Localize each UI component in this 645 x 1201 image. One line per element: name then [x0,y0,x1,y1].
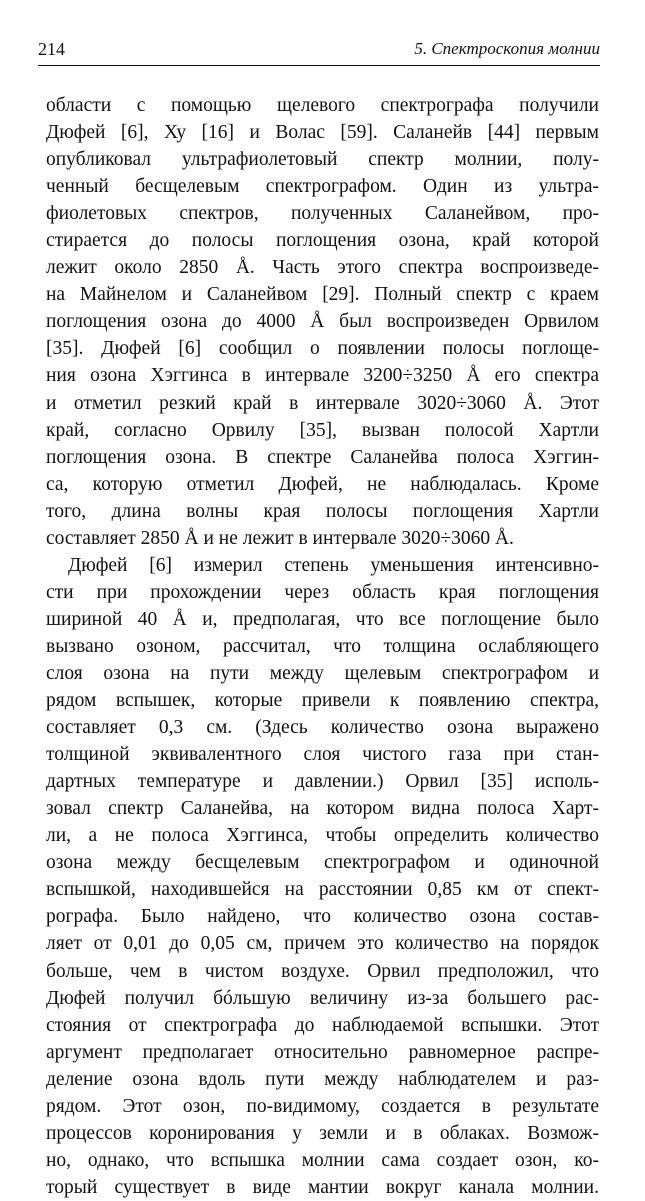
text-line: торый существует в виде мантии вокруг канала молнии. [46,1176,599,1198]
paragraph [46,552,599,1201]
running-title: 5. Спектроскопия молнии [414,39,600,58]
text-line: составляет 2850 Å и не лежит в интервале 3020÷3060 Å. [46,527,514,549]
text-line: толщиной эквивалентного слоя чистого газа при стан- [46,744,599,766]
text-line: рядом вспышек, которые привели к появлению спектра, [46,690,599,712]
page-header [38,37,600,66]
text-line: процессов коронирования у земли и в облаках. Возмож- [46,1122,599,1144]
text-line: озона между бесщелевым спектрографом и одиночной [46,852,599,874]
text-line: но, однако, что вспышка молнии сама создает озон, ко- [46,1149,599,1171]
text-line: [35]. Дюфей [6] сообщил о появлении полосы поглоще- [46,338,599,360]
text-line: Дюфей [6], Ху [16] и Волас [59]. Саланейв [44] первым [46,122,599,144]
text-line: больше, чем в чистом воздухе. Орвил предположил, что [46,960,599,982]
text-line: вызвано озоном, рассчитал, что толщина ослабляющего [46,635,599,657]
body-text [46,92,599,1201]
text-line: рядом. Этот озон, по-видимому, создается в результате [46,1095,599,1117]
text-line: сти при прохождении через область края поглощения [46,581,599,603]
text-line: са, которую отметил Дюфей, не наблюдалась. Кроме [46,473,599,495]
text-line: край, согласно Орвилу [35], вызван полосой Хартли [46,419,599,441]
text-line: аргумент предполагает относительно равномерное распре- [46,1041,599,1063]
text-line: деление озона вдоль пути между наблюдателем и раз- [46,1068,599,1090]
page-number: 214 [38,39,65,59]
text-line: зовал спектр Саланейва, на котором видна полоса Харт- [46,798,599,820]
text-line: на Майнелом и Саланейвом [29]. Полный спектр с краем [46,284,599,306]
text-line: составляет 0,3 см. (Здесь количество озона выражено [46,717,599,739]
text-line: Дюфей [6] измерил степень уменьшения интенсивно- [68,554,599,576]
text-line: лежит около 2850 Å. Часть этого спектра воспроизведе- [46,257,599,279]
text-line: шириной 40 Å и, предполагая, что все поглощение было [46,608,599,630]
text-line: поглощения озона. В спектре Саланейва полоса Хэггин- [46,446,599,468]
text-line: стояния от спектрографа до наблюдаемой вспышки. Этот [46,1014,599,1036]
text-line: дартных температуре и давлении.) Орвил [35] исполь- [46,771,599,793]
text-line: ченный бесщелевым спектрографом. Один из ультра- [46,176,599,198]
text-line: слоя озона на пути между щелевым спектрографом и [46,662,599,684]
text-line: и отметил резкий край в интервале 3020÷3060 Å. Этот [46,392,599,414]
text-line: того, длина волны края полосы поглощения Хартли [46,500,599,522]
text-line: Дюфей получил бóльшую величину из-за большего рас- [46,987,599,1009]
text-line: опубликовал ультрафиолетовый спектр молнии, полу- [46,149,599,171]
text-line: фиолетовых спектров, полученных Саланейвом, про- [46,203,599,225]
paragraph [46,92,599,552]
text-line: ляет от 0,01 до 0,05 см, причем это количество на порядок [46,933,599,955]
text-line: стирается до полосы поглощения озона, край которой [46,230,599,252]
text-line: вспышкой, находившейся на расстоянии 0,85 км от спект- [46,879,599,901]
text-line: поглощения озона до 4000 Å был воспроизведен Орвилом [46,311,599,333]
text-line: ли, а не полоса Хэггинса, чтобы определить количество [46,825,599,847]
text-line: рографа. Было найдено, что количество озона состав- [46,906,599,928]
text-line: ния озона Хэггинса в интервале 3200÷3250 Å его спектра [46,365,599,387]
text-line: области с помощью щелевого спектрографа получили [46,95,599,116]
